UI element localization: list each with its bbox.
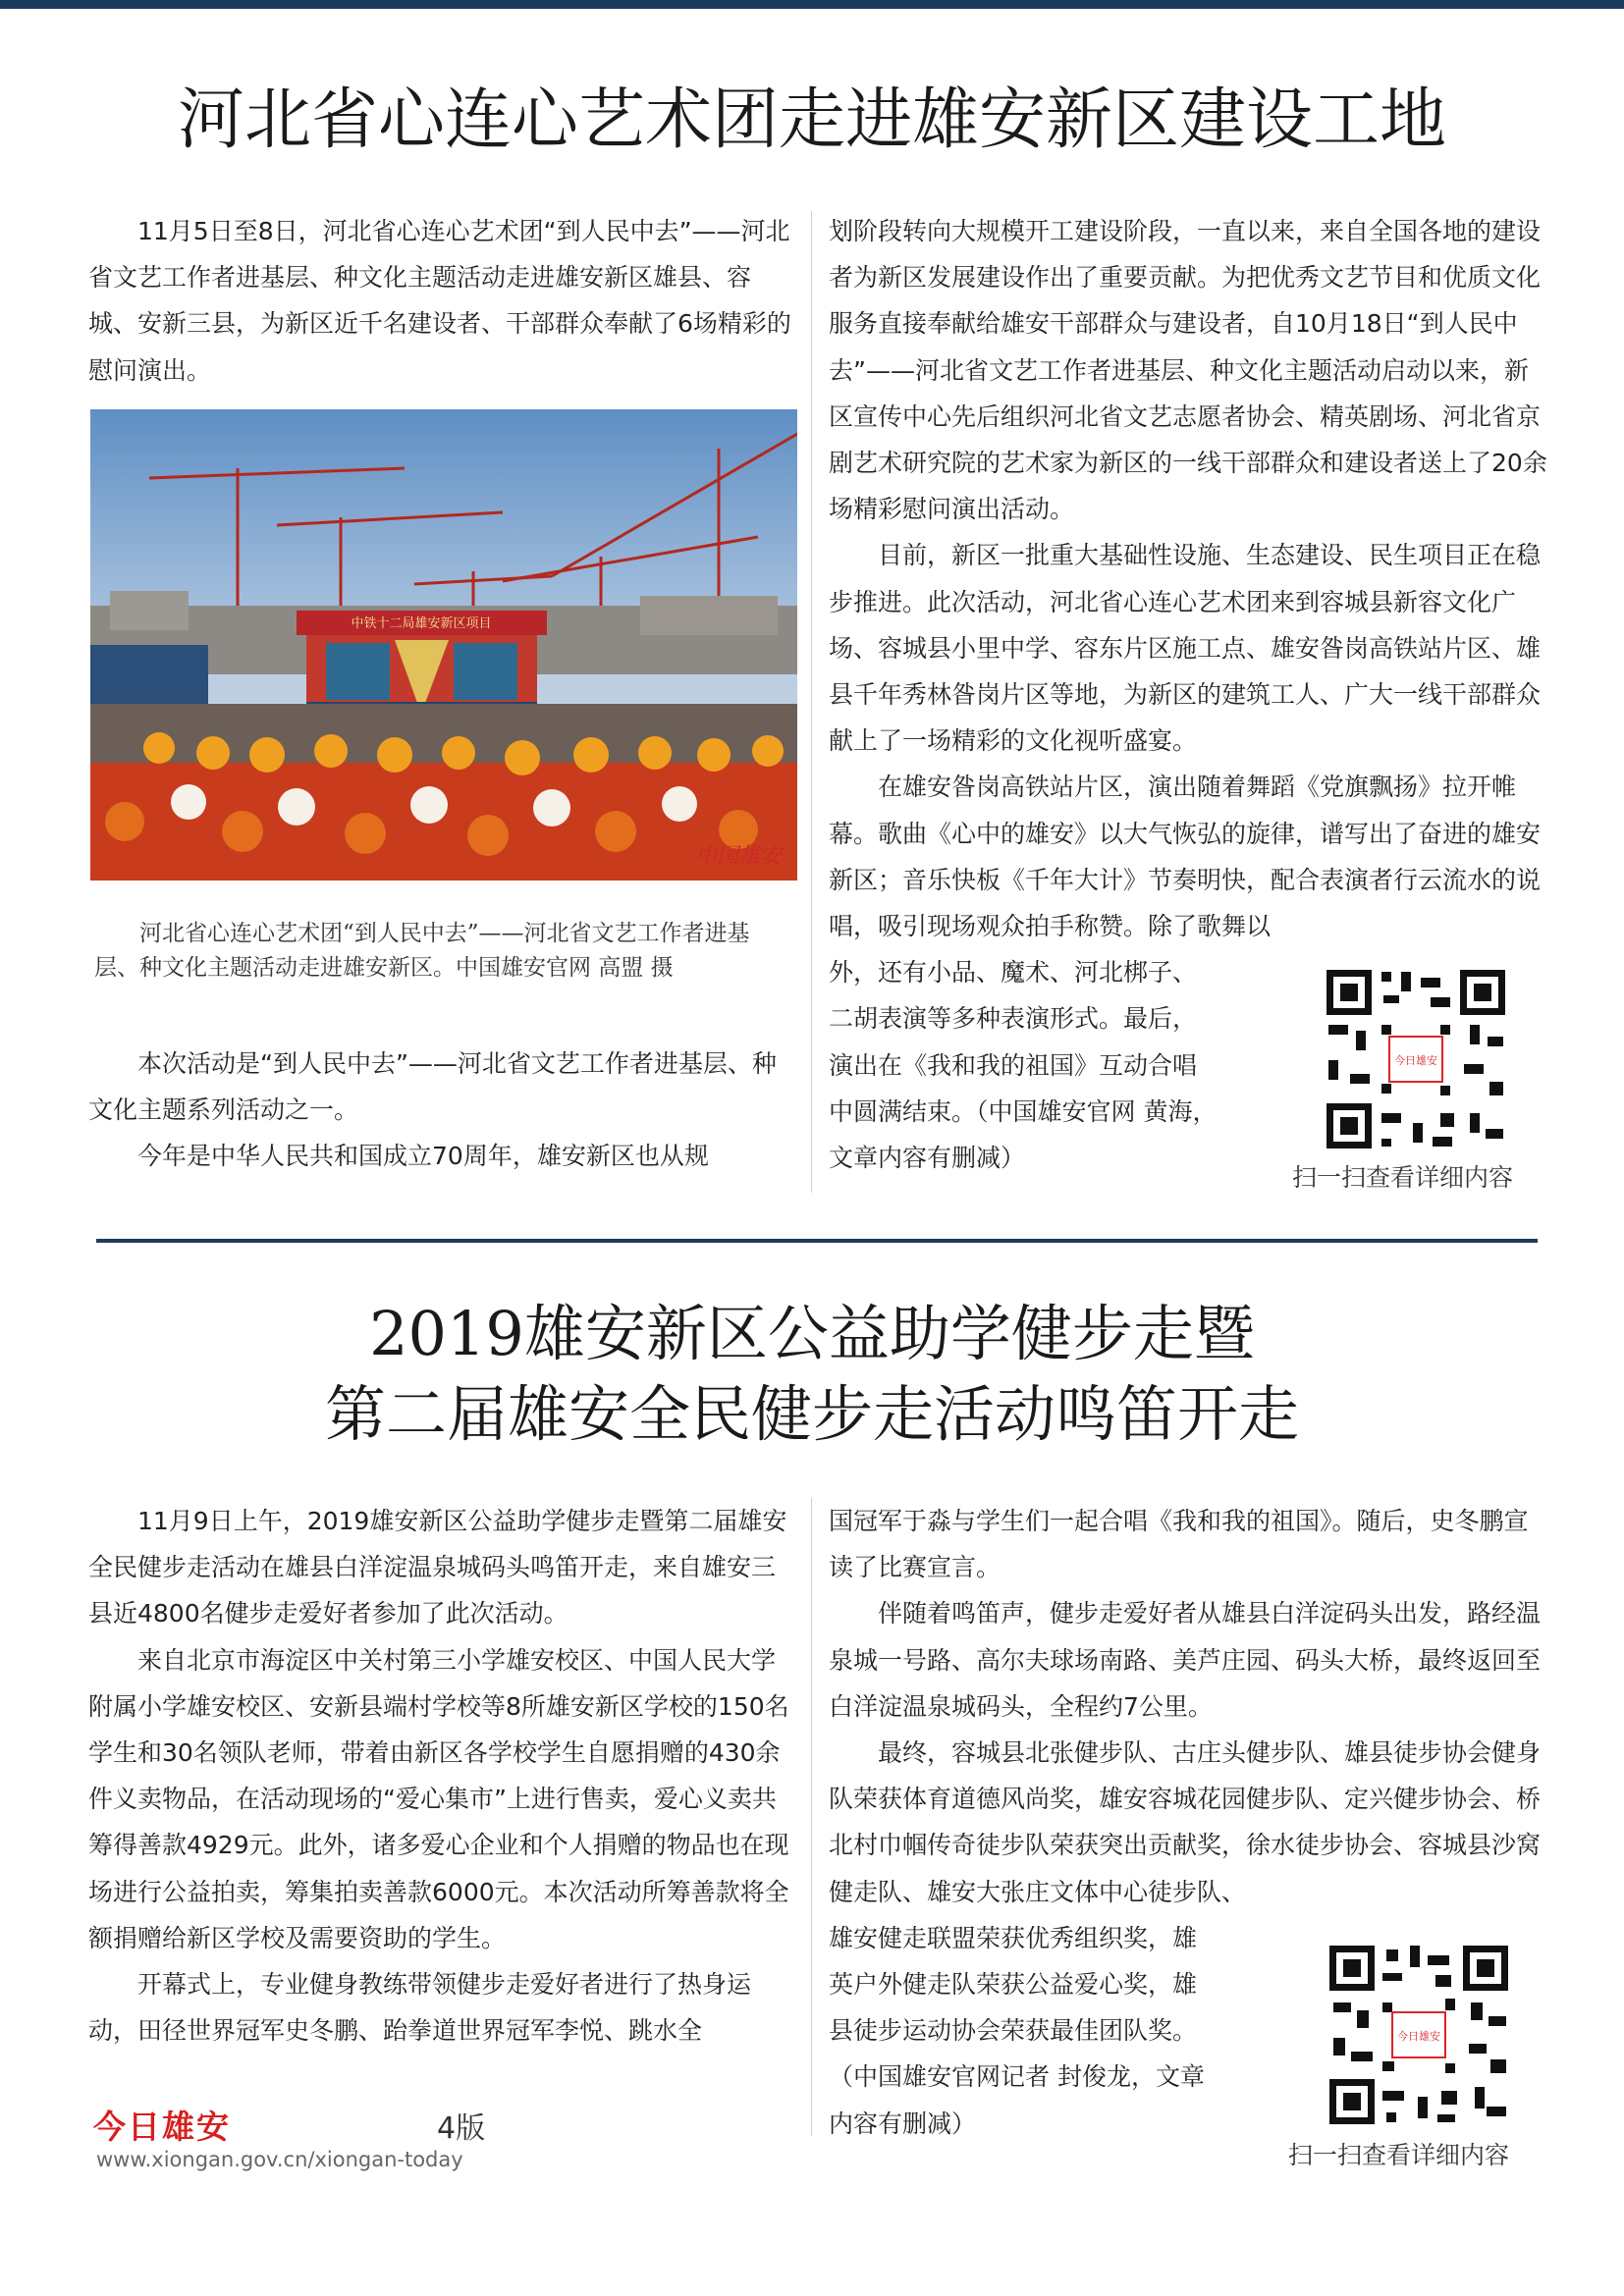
article1-paragraph-3-continued: 划阶段转向大规模开工建设阶段，一直以来，来自全国各地的建设者为新区发展建设作出了重要贡献。为把优秀文艺节目和优质文化服务直接奉献给雄安干部群众与建设者，自10月18日“到人民中去”——河北省文艺工作者进基层、种文化主题活动启动以来，新区宣传中心先后组织河北省文艺志愿者协会、精英剧场、河北省京剧艺术研究院的艺术家为新区的一线干部群众和建设者送上了20余场精彩慰问演出活动。 bbox=[829, 217, 1547, 524]
article2-title-line-1: 2019雄安新区公益助学健步走暨 bbox=[369, 1298, 1255, 1369]
section-divider bbox=[96, 1239, 1538, 1243]
text-line: 县徒步运动协会荣获最佳团队奖。 bbox=[829, 2016, 1198, 2046]
text-line: 演出在《我和我的祖国》互动合唱 bbox=[829, 1050, 1198, 1080]
article2-paragraph-3: 开幕式上，专业健身教练带领健步走爱好者进行了热身运动，田径世界冠军史冬鹏、跆拳道世界冠军李悦、跳水全 bbox=[88, 1970, 752, 2046]
column-divider bbox=[811, 1498, 812, 2136]
top-bar bbox=[0, 0, 1624, 9]
article2-column-left bbox=[88, 1498, 795, 2054]
text-line: 文章内容有删减） bbox=[829, 1144, 1026, 1173]
article1-column-left-bottom bbox=[88, 1041, 795, 1180]
qr-caption: 扫一扫查看详细内容 bbox=[1288, 2141, 1510, 2169]
text-line: 中圆满结束。（中国雄安官网 黄海， bbox=[829, 1096, 1218, 1126]
stage-screen-right bbox=[454, 643, 517, 700]
article1-paragraph-5-wrapped bbox=[829, 949, 1251, 1181]
stage-screen-left bbox=[326, 643, 390, 700]
article2-paragraph-1: 11月9日上午，2019雄安新区公益助学健步走暨第二届雄安全民健步走活动在雄县白洋淀温泉城码头鸣笛开走，来自雄安三县近4800名健步走爱好者参加了此次活动。 bbox=[88, 1507, 787, 1629]
column-divider bbox=[811, 211, 812, 1193]
article1-paragraph-5: 在雄安昝岗高铁站片区，演出随着舞蹈《党旗飘扬》拉开帷幕。歌曲《心中的雄安》以大气恢弘的旋律，谱写出了奋进的雄安新区；音乐快板《千年大计》节奏明快，配合表演者行云流水的说唱，吸引现场观众拍手称赞。除了歌舞以 bbox=[829, 773, 1542, 941]
text-line: （中国雄安官网记者 封俊龙，文章 bbox=[829, 2062, 1205, 2092]
article2-title bbox=[0, 1294, 1624, 1455]
text-line: 内容有删减） bbox=[829, 2109, 977, 2138]
photo-watermark: 中国雄安 bbox=[694, 844, 783, 869]
qr-code[interactable] bbox=[1326, 1942, 1512, 2128]
article2-paragraph-2: 来自北京市海淀区中关村第三小学雄安校区、中国人民大学附属小学雄安校区、安新县端村学校等8所雄安新区学校的150名学生和30名领队老师，带着由新区各学校学生自愿捐赠的430余件义卖物品，在活动现场的“爱心集市”上进行售卖，爱心义卖共筹得善款4929元。此外，诸多爱心企业和个人捐赠的物品也在现场进行公益拍卖，筹集拍卖善款6000元。本次活动所筹善款将全额捐赠给新区学校及需要资助的学生。 bbox=[88, 1645, 789, 1952]
article2-title-line-2: 第二届雄安全民健步走活动鸣笛开走 bbox=[324, 1378, 1299, 1450]
qr-caption: 扫一扫查看详细内容 bbox=[1292, 1163, 1514, 1192]
article2-paragraph-4: 伴随着鸣笛声，健步走爱好者从雄县白洋淀码头出发，路经温泉城一号路、高尔夫球场南路、美芦庄园、码头大桥，最终返回至白洋淀温泉城码头，全程约7公里。 bbox=[829, 1599, 1542, 1721]
article1-paragraph-4: 目前，新区一批重大基础性设施、生态建设、民生项目正在稳步推进。此次活动，河北省心连心艺术团来到容城县新容文化广场、容城县小里中学、容东片区施工点、雄安昝岗高铁站片区、雄县千年秀林昝岗片区等地，为新区的建筑工人、广大一线干部群众献上了一场精彩的文化视听盛宴。 bbox=[829, 541, 1542, 756]
bus bbox=[90, 645, 208, 704]
stage-sign-text: 中铁十二局雄安新区项目 bbox=[351, 616, 492, 631]
article1-photo bbox=[90, 409, 797, 881]
article1-photo-caption: 河北省心连心艺术团“到人民中去”——河北省文艺工作者进基层、种文化主题活动走进雄安新区。中国雄安官网 高盟 摄 bbox=[94, 921, 750, 981]
text-line: 二胡表演等多种表演形式。最后， bbox=[829, 1004, 1198, 1034]
qr-center-logo: 今日雄安 bbox=[1397, 2030, 1440, 2043]
article1-paragraph-2: 本次活动是“到人民中去”——河北省文艺工作者进基层、种文化主题系列活动之一。 bbox=[88, 1049, 777, 1125]
footer-url[interactable]: www.xiongan.gov.cn/xiongan-today bbox=[96, 2148, 463, 2171]
article1-paragraph-3: 今年是中华人民共和国成立70周年，雄安新区也从规 bbox=[137, 1142, 709, 1171]
article1-column-left-top bbox=[88, 208, 795, 394]
article2-paragraph-5: 最终，容城县北张健步队、古庄头健步队、雄县徒步协会健身队荣获体育道德风尚奖，雄安容城花园健步队、定兴健步协会、桥北村巾帼传奇徒步队荣获突出贡献奖，徐水徒步协会、容城县沙窝健走队、雄安大张庄文体中心徒步队、 bbox=[829, 1738, 1542, 1906]
article1-paragraph-1: 11月5日至8日，河北省心连心艺术团“到人民中去”——河北省文艺工作者进基层、种文化主题活动走进雄安新区雄县、容城、安新三县，为新区近千名建设者、干部群众奉献了6场精彩的慰问演出。 bbox=[88, 217, 791, 385]
text-line: 外，还有小品、魔术、河北梆子、 bbox=[829, 958, 1198, 988]
article2-paragraph-3-continued: 国冠军于淼与学生们一起合唱《我和我的祖国》。随后，史冬鹏宣读了比赛宣言。 bbox=[829, 1507, 1529, 1582]
article2-paragraph-5-wrapped bbox=[829, 1915, 1251, 2147]
article1-title: 河北省心连心艺术团走进雄安新区建设工地 bbox=[177, 81, 1446, 159]
text-line: 雄安健走联盟荣获优秀组织奖，雄 bbox=[829, 1923, 1198, 1952]
footer-logo: 今日雄安 bbox=[93, 2108, 231, 2146]
qr-center-logo: 今日雄安 bbox=[1394, 1054, 1437, 1067]
page-number: 4版 bbox=[437, 2111, 486, 2146]
qr-code[interactable] bbox=[1323, 966, 1509, 1152]
text-line: 英户外健走队荣获公益爱心奖，雄 bbox=[829, 1970, 1198, 2000]
